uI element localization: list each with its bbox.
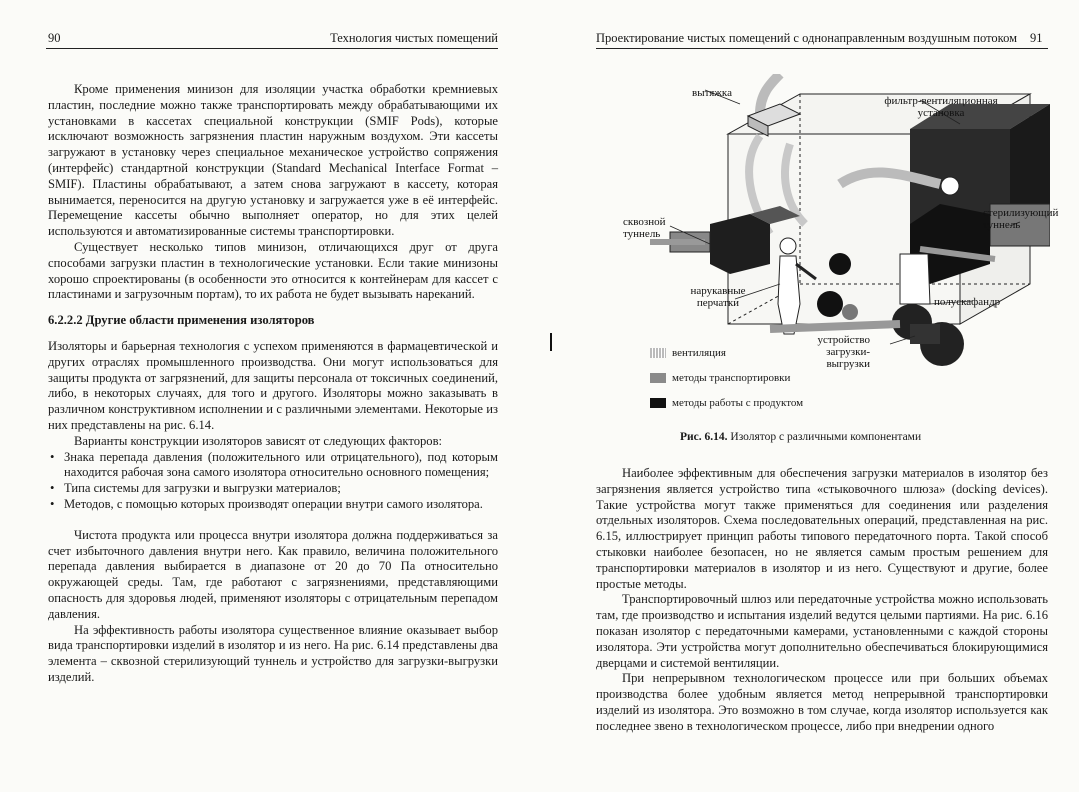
paragraph: Транспортировочный шлюз или передаточные устройства можно использовать там, где производство и испытания изделий ведутся целыми партиями. На рис. 6.16 показан изолятор с передаточными камерами, установленными с каждой стороны изолятора. Эти устройства могут дополнительно обеспечиваться блокирующимися дверцами и системой вентиляции. — [596, 592, 1048, 670]
legend-swatch-product — [650, 398, 666, 408]
bullet-list — [48, 450, 498, 513]
list-item: • Типа системы для загрузки и выгрузки материалов; — [48, 481, 498, 497]
right-page — [540, 0, 1079, 792]
running-title-left: Технология чистых помещений — [330, 31, 498, 45]
paragraph: Наиболее эффективным для обеспечения загрузки материалов в изолятор без загрязнения является устройство типа «стыковочного шлюза» (docking devices). Такие устройства могут также применяться для соединения или разделения отдельных изоляторов. Схема последовательных операций, представленная на рис. 6.15, иллюстрирует принцип работы типового передаточного порта. Такой способ стыковки наиболее безопасен, но не является самым простым решением для транспортировки материалов в изолятор и из него. Существуют и другие, более простые методы. — [596, 466, 1048, 591]
half-suit-figure — [900, 254, 930, 304]
label-loading-device: устройство загрузки-выгрузки — [817, 334, 870, 370]
right-text-column — [596, 466, 1048, 735]
running-title-right: Проектирование чистых помещений с однонаправленным воздушным потоком — [596, 31, 1017, 45]
label-fan-filter: фильтр-вентиляционная установка — [884, 95, 998, 119]
legend-swatch-ventilation — [650, 348, 666, 358]
paragraph: На эффективность работы изолятора существенное влияние оказывает выбор вида транспортировки изделий в изолятор и из него. На рис. 6.14 представлены два элемента – сквозной стерилизующий туннель и устройство для загрузки-выгрузки изделий. — [48, 622, 498, 684]
legend-item — [650, 347, 726, 359]
legend-swatch-transport — [650, 373, 666, 383]
paragraph: При непрерывном технологическом процессе или при больших объемах производства более удобным является метод непрерывной транспортировки изделий из изолятора. Это возможно в том случае, когда изолятор используется как последнее звено в технологическом процессе, либо при внедрении одного — [596, 671, 1048, 733]
page-number-left: 90 — [48, 31, 61, 45]
paragraph: Варианты конструкции изоляторов зависят от следующих факторов: — [74, 433, 443, 448]
header-rule-left — [46, 48, 498, 49]
page-number-right: 91 — [1030, 31, 1043, 45]
label-half-suit: полускафандр — [934, 296, 1001, 308]
label-through-tunnel: сквозной туннель — [623, 216, 666, 240]
legend-item — [650, 372, 790, 384]
header-rule-right — [596, 48, 1048, 49]
legend-label: методы транспортировки — [672, 372, 791, 384]
label-sterilizing-tunnel: стерилизующий туннель — [983, 207, 1059, 231]
label-gloves: нарукавные перчатки — [690, 285, 746, 309]
paragraph: Чистота продукта или процесса внутри изолятора должна поддерживаться за счет избыточного давления внутри него. Как правило, величина положительного перепада давления выбирается в диапазоне от 20 до 70 Па относительно окружающей среды. Там, где работают с загрязнениями, представляющими опасность для здоровья людей, применяют изоляторы с отрицательным перепадом давления. — [48, 527, 498, 621]
paragraph: Кроме применения минизон для изоляции участка обработки кремниевых пластин, последние можно также транспортировать между обрабатывающими их установками в кассетах специальной конструкции (SMIF Pods), которые исключают возможность загрязнения пластин наружным воздухом. Эти кассеты загружают в установку через специальное механическое устройство сопряжения (интерфейс) стандартной конструкции (Standard Mechanical Interface Format – SMIF). Пластины обрабатывают, а затем снова загружают в кассету, которая вынимается, переносится на другую установку и загружается уже в её интерфейс. Перемещение кассеты обычно выполняет оператор, но для этих целей используются и автоматизированные системы транспортировки. — [48, 82, 498, 239]
left-text-column — [48, 82, 498, 686]
legend-label: вентиляция — [672, 347, 726, 359]
label-exhaust: вытяжка — [692, 87, 732, 99]
legend-label: методы работы с продуктом — [672, 397, 804, 409]
caption-text: Изолятор с различными компонентами — [730, 431, 922, 443]
paragraph: Изоляторы и барьерная технология с успехом применяются в фармацевтической и других отраслях промышленного производства. Они могут использоваться для защиты продукта от загрязнений, для защиты персонала от токсичных соединений, либо, в некоторых случаях, для того и другого. Изоляторы можно заказывать в различном конструктивном исполнении и с различными элементами. Некоторые из них представлены на рис. 6.14. — [48, 338, 498, 432]
list-item: • Знака перепада давления (положительного или отрицательного), под которым находится рабочая зона самого изолятора относительно основного помещения; — [48, 450, 498, 482]
section-heading: 6.2.2.2 Другие области применения изоляторов — [48, 313, 315, 328]
list-item: • Методов, с помощью которых производят операции внутри самого изолятора. — [48, 497, 498, 513]
caption-number: Рис. 6.14. — [680, 431, 728, 443]
legend-item — [650, 397, 803, 409]
figure-caption — [680, 431, 921, 443]
paragraph: Существует несколько типов минизон, отличающихся друг от друга способами загрузки пластин в технологические установки. Если такие минизоны хорошо спроектированы (в особенности это относится к контейнерам для кассет с пластинами и загрузочным портам), то их работа не будет вызывать нареканий. — [48, 239, 498, 302]
